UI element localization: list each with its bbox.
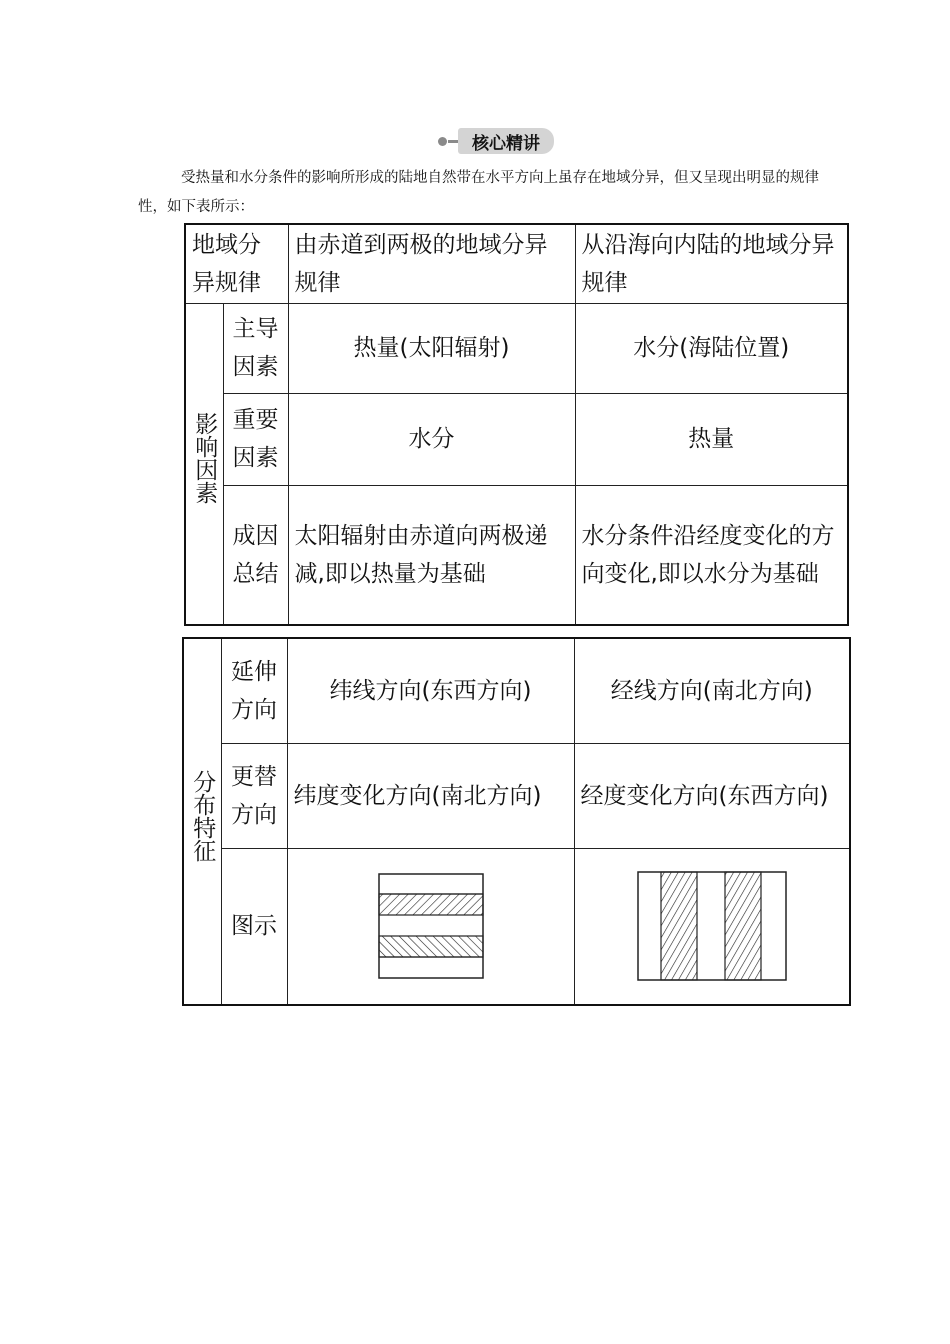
- table-row: [183, 638, 850, 743]
- header-pattern-cell: 地域分异规律: [185, 224, 288, 303]
- header-coast-inland-cell: 从沿海向内陆的地域分异规律: [575, 224, 848, 303]
- latitudinal-diagram-cell: [287, 848, 574, 1005]
- hatched-band: [661, 872, 697, 980]
- table-cell: 纬度变化方向(南北方向): [287, 743, 574, 848]
- group-label-distribution: [183, 638, 221, 1005]
- table-cell: 热量(太阳辐射): [288, 303, 575, 393]
- group-label-influence: [185, 303, 223, 625]
- zonation-table-part2: [182, 637, 851, 1006]
- table-row: [183, 848, 850, 1005]
- badge-dot-icon: [438, 137, 447, 146]
- diagram-frame: [379, 874, 483, 978]
- hatched-band: [379, 894, 483, 915]
- section-title: 核心精讲: [458, 128, 554, 154]
- row-label: 重要因素: [223, 393, 288, 485]
- table-cell: 太阳辐射由赤道向两极递减,即以热量为基础: [288, 485, 575, 625]
- latitudinal-zonation-diagram: [378, 873, 484, 979]
- longitudinal-zonation-diagram: [637, 871, 787, 981]
- hatched-band: [725, 872, 761, 980]
- header-equator-pole-cell: 由赤道到两极的地域分异规律: [288, 224, 575, 303]
- table-row: [185, 485, 848, 625]
- row-label: 延伸方向: [221, 638, 287, 743]
- badge-dash-icon: [448, 140, 458, 143]
- diagram-frame: [638, 872, 786, 980]
- table-cell: 水分: [288, 393, 575, 485]
- table-row: [185, 303, 848, 393]
- table-cell: 水分(海陆位置): [575, 303, 848, 393]
- table-row: [185, 393, 848, 485]
- table-header-row: [185, 224, 848, 303]
- intro-paragraph: 受热量和水分条件的影响所形成的陆地自然带在水平方向上虽存在地域分异，但又呈现出明显的规律性，如下表所示：: [138, 170, 819, 215]
- table-cell: 纬线方向(东西方向): [287, 638, 574, 743]
- table-cell: 水分条件沿经度变化的方向变化,即以水分为基础: [575, 485, 848, 625]
- table-cell: 经线方向(南北方向): [574, 638, 850, 743]
- table-cell: 经度变化方向(东西方向): [574, 743, 850, 848]
- hatched-band: [379, 936, 483, 957]
- row-label: 图示: [221, 848, 287, 1005]
- zonation-table-part1: [184, 223, 849, 626]
- longitudinal-diagram-cell: [574, 848, 850, 1005]
- row-label: 成因总结: [223, 485, 288, 625]
- group-label-influence-text: 影响因素: [191, 411, 218, 504]
- table-row: [183, 743, 850, 848]
- section-badge: [438, 128, 558, 154]
- row-label: 主导因素: [223, 303, 288, 393]
- row-label: 更替方向: [221, 743, 287, 848]
- group-label-distribution-text: 分布特征: [189, 769, 216, 862]
- table-cell: 热量: [575, 393, 848, 485]
